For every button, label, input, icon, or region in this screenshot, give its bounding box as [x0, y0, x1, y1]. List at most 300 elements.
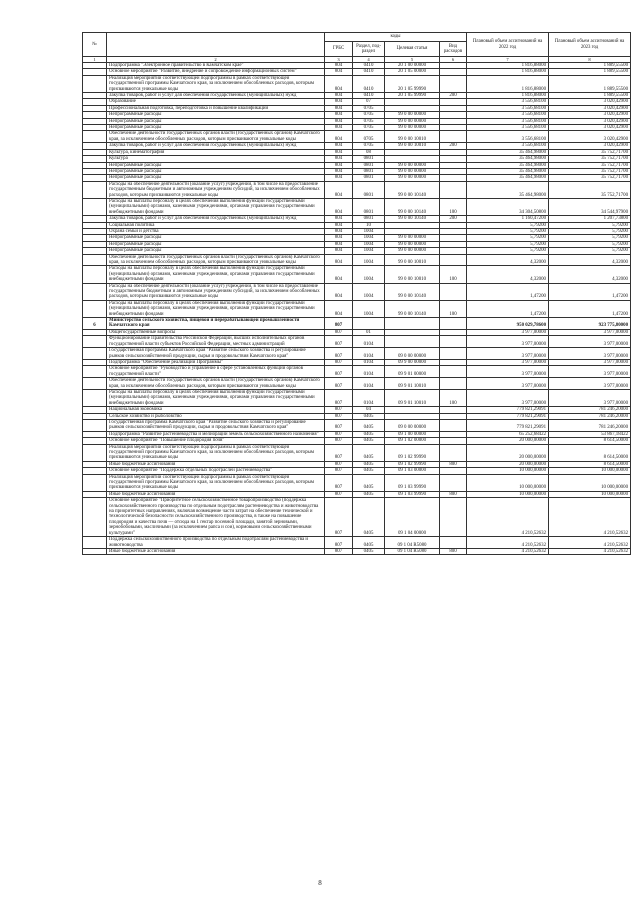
row-razdel: 0405: [353, 444, 385, 461]
row-razdel: 08: [353, 149, 385, 155]
row-amount-2023: 3 020,42900: [549, 112, 631, 118]
row-amount-2023: 35 752,71700: [549, 149, 631, 155]
row-grbs: 804: [325, 118, 353, 124]
row-amount-2022: 1,47200: [467, 283, 549, 300]
row-amount-2022: 3 977,00000: [467, 389, 549, 406]
row-amount-2023: 1 889,55500: [549, 93, 631, 99]
table-row: [83, 300, 631, 317]
row-name: Расходы на выплаты персоналу в целях обеспечения выполнения функций государственными (муниципальными) органами, казенными учреждениями, органами управления государственными внебюджетными фондами: [107, 198, 325, 215]
header-csr: Целевая статья: [385, 42, 440, 57]
row-grbs: 804: [325, 156, 353, 162]
row-amount-2022: 20 000,00000: [467, 461, 549, 467]
row-amount-2023: 3 977,00000: [549, 359, 631, 365]
row-expense-type: [440, 444, 467, 461]
row-razdel: 0801: [353, 175, 385, 181]
row-razdel: 0405: [353, 461, 385, 467]
row-grbs: 807: [325, 366, 353, 378]
colnum: 1: [83, 57, 107, 63]
row-name: Основное мероприятие "Развитие, внедрение и сопровождение информационных систем": [107, 69, 325, 75]
row-target-article: 99 0 00 00000: [385, 168, 440, 174]
header-codes: коды: [325, 33, 467, 42]
row-amount-2023: 4,32000: [549, 254, 631, 266]
row-name: Непрограммные расходы: [107, 125, 325, 131]
row-amount-2023: 35 752,71700: [549, 175, 631, 181]
row-target-article: 20 1 00 00000: [385, 63, 440, 69]
row-razdel: 0801: [353, 198, 385, 215]
row-target-article: 09 9 00 00000: [385, 359, 440, 365]
row-amount-2022: 3 556,68100: [467, 112, 549, 118]
row-grbs: 804: [325, 254, 353, 266]
row-name: Основное мероприятие "Поддержка отдельных подотраслей растениеводства": [107, 468, 325, 474]
row-amount-2022: 1 160,47200: [467, 216, 549, 222]
row-amount-2022: 4,32000: [467, 254, 549, 266]
row-amount-2022: 4 210,52632: [467, 537, 549, 549]
row-number: [83, 336, 107, 348]
row-target-article: 99 0 00 10140: [385, 216, 440, 222]
row-amount-2023: 8 614,50000: [549, 444, 631, 461]
row-amount-2022: 20 000,00000: [467, 438, 549, 444]
row-number: [83, 548, 107, 554]
row-amount-2022: 35 464,98000: [467, 162, 549, 168]
row-target-article: 99 0 00 10140: [385, 283, 440, 300]
table-row: [83, 444, 631, 461]
row-razdel: 0801: [353, 162, 385, 168]
row-amount-2022: 779 821,29091: [467, 407, 549, 413]
row-razdel: 0705: [353, 105, 385, 111]
row-razdel: 0405: [353, 413, 385, 419]
row-grbs: 807: [325, 329, 353, 335]
row-amount-2022: 1 816,88000: [467, 63, 549, 69]
row-grbs: 804: [325, 248, 353, 254]
row-amount-2023: 4 210,52632: [549, 498, 631, 537]
row-razdel: 0705: [353, 143, 385, 149]
row-amount-2022: 35 464,98000: [467, 156, 549, 162]
row-target-article: 99 0 00 10140: [385, 181, 440, 198]
row-amount-2022: 3 556,68100: [467, 143, 549, 149]
table-row: [83, 318, 631, 330]
row-razdel: 0705: [353, 125, 385, 131]
row-number: [83, 75, 107, 92]
table-row: [83, 366, 631, 378]
table-row: [83, 537, 631, 549]
row-target-article: 09 1 03 99990: [385, 474, 440, 491]
document-sheet: [82, 32, 630, 555]
row-target-article: 09 0 00 00000: [385, 348, 440, 360]
row-amount-2022: 4,32000: [467, 266, 549, 283]
row-name: Расходы на выплаты персоналу в целях обеспечения выполнения функций государственными (муниципальными) органами, казенными учреждениями, органами управления государственными внебюджетными фондами: [107, 300, 325, 317]
row-amount-2022: 1 816,88000: [467, 75, 549, 92]
row-expense-type: [440, 75, 467, 92]
row-target-article: 99 0 00 10010: [385, 143, 440, 149]
row-amount-2022: 35 464,98000: [467, 181, 549, 198]
row-name: Непрограммные расходы: [107, 175, 325, 181]
row-amount-2023: 3 977,00000: [549, 336, 631, 348]
row-amount-2022: 3 977,00000: [467, 378, 549, 390]
header-razdel: Раздел, под-раздел: [353, 42, 385, 57]
row-grbs: 807: [325, 431, 353, 437]
colnum: 7: [467, 57, 549, 63]
row-name: Иные бюджетные ассигнования: [107, 548, 325, 554]
row-name: Министерство сельского хозяйства, пищевой и перерабатывающей промышленности Камчатского края: [107, 318, 325, 330]
row-amount-2022: 1,47200: [467, 300, 549, 317]
row-razdel: 1004: [353, 266, 385, 283]
row-expense-type: [440, 283, 467, 300]
row-amount-2023: 1 889,55500: [549, 75, 631, 92]
header-vr: Вид расходов: [440, 42, 467, 57]
row-name: Обеспечение деятельности государственных органов власти (государственных органов) Камчатского края, за исключением обособленных расходов, которым присваиваются уникальные коды: [107, 254, 325, 266]
row-grbs: 804: [325, 105, 353, 111]
row-name: Закупка товаров, работ и услуг для обеспечения государственных (муниципальных) нужд: [107, 216, 325, 222]
row-razdel: 1004: [353, 235, 385, 241]
row-target-article: 20 1 05 00000: [385, 69, 440, 75]
colnum: 6: [440, 57, 467, 63]
row-target-article: 20 1 05 99990: [385, 75, 440, 92]
row-razdel: 0410: [353, 93, 385, 99]
row-grbs: 807: [325, 537, 353, 549]
row-grbs: 804: [325, 69, 353, 75]
row-amount-2023: 35 752,71700: [549, 156, 631, 162]
row-name: Национальная экономика: [107, 407, 325, 413]
row-target-article: 20 1 05 99990: [385, 93, 440, 99]
row-target-article: 09 1 02 99990: [385, 444, 440, 461]
colnum: 4: [353, 57, 385, 63]
table-row: [83, 389, 631, 406]
row-name: Расходы на выплаты персоналу в целях обеспечения выполнения функций государственными (муниципальными) органами, казенными учреждениями, органами управления государственными внебюджетными фондами: [107, 389, 325, 406]
row-amount-2022: 1 816,88000: [467, 93, 549, 99]
row-razdel: 0405: [353, 419, 385, 431]
row-razdel: 0104: [353, 366, 385, 378]
row-amount-2022: 3 556,68100: [467, 131, 549, 143]
row-amount-2023: 781 246,20000: [549, 407, 631, 413]
row-razdel: 0801: [353, 216, 385, 222]
row-target-article: 09 1 02 00000: [385, 438, 440, 444]
row-razdel: 0801: [353, 168, 385, 174]
row-target-article: 99 0 00 00000: [385, 118, 440, 124]
table-row: [83, 419, 631, 431]
row-razdel: 04: [353, 407, 385, 413]
row-razdel: 0705: [353, 131, 385, 143]
row-grbs: 804: [325, 125, 353, 131]
header-2023: Плановый объем ассигнований на 2023 год: [549, 33, 631, 57]
row-amount-2023: 53 867,18422: [549, 431, 631, 437]
row-amount-2022: 10 000,00000: [467, 468, 549, 474]
row-razdel: 1004: [353, 300, 385, 317]
row-amount-2022: 4 210,52632: [467, 498, 549, 537]
row-amount-2023: 781 246,20000: [549, 419, 631, 431]
row-expense-type: 800: [440, 548, 467, 554]
row-name: Охрана семьи и детства: [107, 228, 325, 234]
row-expense-type: 800: [440, 461, 467, 467]
row-grbs: 804: [325, 63, 353, 69]
row-name: Непрограммные расходы: [107, 112, 325, 118]
budget-table: [82, 32, 631, 555]
colnum: 3: [325, 57, 353, 63]
row-number: [83, 444, 107, 461]
row-grbs: 807: [325, 498, 353, 537]
row-number: [83, 366, 107, 378]
row-amount-2023: 923 775,80000: [549, 318, 631, 330]
row-grbs: 804: [325, 112, 353, 118]
row-target-article: 99 0 00 00000: [385, 162, 440, 168]
row-name: Реализация мероприятий соответствующей подпрограммы в рамках соответствующей государственной программы Камчатского края, за исключением обособленных расходов, которым присваиваются уникальные коды: [107, 75, 325, 92]
row-razdel: 1004: [353, 254, 385, 266]
row-razdel: 0104: [353, 336, 385, 348]
row-expense-type: [440, 181, 467, 198]
row-amount-2023: 35 752,71700: [549, 181, 631, 198]
row-razdel: 1004: [353, 241, 385, 247]
table-row: [83, 336, 631, 348]
row-razdel: 0405: [353, 438, 385, 444]
row-name: Иные бюджетные ассигнования: [107, 461, 325, 467]
row-expense-type: [440, 254, 467, 266]
row-target-article: 09 0 00 00000: [385, 419, 440, 431]
row-name: Непрограммные расходы: [107, 118, 325, 124]
row-grbs: 807: [325, 438, 353, 444]
row-razdel: 0405: [353, 474, 385, 491]
row-expense-type: 200: [440, 143, 467, 149]
row-amount-2023: 5,79200: [549, 228, 631, 234]
row-name: Образование: [107, 99, 325, 105]
row-amount-2023: 3 020,42900: [549, 105, 631, 111]
colnum: 8: [549, 57, 631, 63]
row-target-article: 09 1 02 99990: [385, 461, 440, 467]
row-expense-type: 800: [440, 491, 467, 497]
row-grbs: 804: [325, 75, 353, 92]
row-name: Основное мероприятие "Приоритетное сельскохозяйственное товаропроизводство (поддержка сельскохозяйственного производства по отдельным подотраслям растениеводства и животноводства на приоритетных направлениях, включая возмещение части затрат на обеспечение технической и технологической безопасности сельскохозяйственного производства, в также на повышение плодородия и качества почв — отсюда на 1 гектар посевной площади, занятой зерновыми, зернобобовыми, масличными (за исключением рапса и сои), кормовыми сельскохозяйственными культурами": [107, 498, 325, 537]
row-razdel: 0705: [353, 118, 385, 124]
row-name: Расходы на обеспечение деятельности (оказание услуг) учреждений, в том числе на предоставление государственным бюджетным и автономным учреждениям субсидий, за исключением обособленных расходов, которым присваиваются уникальные коды: [107, 181, 325, 198]
row-grbs: 807: [325, 318, 353, 330]
row-amount-2023: 8 614,50000: [549, 438, 631, 444]
row-target-article: 99 0 00 00000: [385, 175, 440, 181]
row-expense-type: [440, 348, 467, 360]
row-grbs: 804: [325, 235, 353, 241]
row-amount-2023: 1 207,73800: [549, 216, 631, 222]
row-amount-2023: 35 752,71700: [549, 162, 631, 168]
row-amount-2023: 34 544,97900: [549, 198, 631, 215]
row-number: [83, 419, 107, 431]
row-grbs: 804: [325, 198, 353, 215]
row-amount-2023: 3 977,00000: [549, 348, 631, 360]
row-number: [83, 348, 107, 360]
row-grbs: 804: [325, 241, 353, 247]
table-row: [83, 378, 631, 390]
row-amount-2023: 8 614,50000: [549, 461, 631, 467]
row-amount-2023: 781 246,20000: [549, 413, 631, 419]
row-expense-type: [440, 318, 467, 330]
row-target-article: 99 0 00 10140: [385, 198, 440, 215]
row-amount-2023: 10 000,00000: [549, 491, 631, 497]
row-name: Культура, кинематография: [107, 149, 325, 155]
row-grbs: 804: [325, 283, 353, 300]
row-grbs: 807: [325, 461, 353, 467]
row-expense-type: [440, 474, 467, 491]
row-target-article: 09 9 01 10010: [385, 389, 440, 406]
row-expense-type: 200: [440, 93, 467, 99]
row-grbs: 807: [325, 468, 353, 474]
row-expense-type: [440, 366, 467, 378]
row-amount-2022: 5,79200: [467, 248, 549, 254]
row-expense-type: [440, 378, 467, 390]
row-razdel: 0104: [353, 378, 385, 390]
row-grbs: 804: [325, 99, 353, 105]
row-amount-2023: 1,47200: [549, 300, 631, 317]
row-amount-2022: 34 304,50800: [467, 198, 549, 215]
row-amount-2023: 3 020,42900: [549, 143, 631, 149]
row-amount-2022: 20 000,00000: [467, 444, 549, 461]
row-target-article: 99 0 00 00000: [385, 125, 440, 131]
row-amount-2022: 10 000,00000: [467, 474, 549, 491]
row-amount-2022: 3 977,00000: [467, 348, 549, 360]
row-razdel: 10: [353, 222, 385, 228]
row-expense-type: 200: [440, 216, 467, 222]
row-amount-2022: 950 029,78600: [467, 318, 549, 330]
table-body: [83, 63, 631, 555]
row-name: Обеспечение деятельности государственных органов власти (государственных органов) Камчатского края, за исключением обособленных расходов, которым присваиваются уникальные коды: [107, 378, 325, 390]
row-name: Реализация мероприятий соответствующей подпрограммы в рамках соответствующей государственной программы Камчатского края, за исключением обособленных расходов, которым присваиваются уникальные коды: [107, 474, 325, 491]
row-grbs: 804: [325, 266, 353, 283]
row-expense-type: 100: [440, 389, 467, 406]
row-expense-type: [440, 131, 467, 143]
row-grbs: 807: [325, 389, 353, 406]
row-number: [83, 498, 107, 537]
row-target-article: 99 0 00 00000: [385, 241, 440, 247]
row-number: [83, 474, 107, 491]
row-amount-2022: 3 977,00000: [467, 366, 549, 378]
row-razdel: 0801: [353, 156, 385, 162]
row-name: Государственная программа Камчатского края "Развитие сельского хозяйства и регулирование рынков сельскохозяйственной продукции, сырья и продовольствия Камчатского края": [107, 419, 325, 431]
row-amount-2022: 779 821,29091: [467, 413, 549, 419]
row-name: Обеспечение деятельности государственных органов власти (государственных органов) Камчатского края, за исключением обособленных расходов, которым присваиваются уникальные коды: [107, 131, 325, 143]
row-grbs: 804: [325, 162, 353, 168]
row-target-article: 99 0 00 10010: [385, 266, 440, 283]
row-amount-2022: 5,79200: [467, 241, 549, 247]
row-name: Поддержка сельскохозяйственного производства по отдельным подотраслям растениеводства и животноводства: [107, 537, 325, 549]
row-number: [83, 131, 107, 143]
row-target-article: 99 0 00 10140: [385, 300, 440, 317]
row-grbs: 807: [325, 378, 353, 390]
row-razdel: 0410: [353, 69, 385, 75]
row-razdel: [353, 318, 385, 330]
row-target-article: 09 9 01 10010: [385, 378, 440, 390]
row-grbs: 807: [325, 359, 353, 365]
row-name: Основное мероприятие "Руководство и управление в сфере установленных функций органов государственной власти": [107, 366, 325, 378]
row-amount-2023: 1,47200: [549, 283, 631, 300]
row-razdel: 0405: [353, 498, 385, 537]
row-target-article: 09 1 04 R5080: [385, 548, 440, 554]
row-target-article: 99 0 00 10010: [385, 254, 440, 266]
row-razdel: 0405: [353, 537, 385, 549]
row-amount-2023: 5,79200: [549, 241, 631, 247]
row-amount-2023: 3 977,00000: [549, 378, 631, 390]
row-target-article: [385, 318, 440, 330]
row-target-article: 09 1 03 00000: [385, 468, 440, 474]
row-name: Общегосударственные вопросы: [107, 329, 325, 335]
table-row: [83, 474, 631, 491]
row-name: Подпрограмма "Электронное правительство в Камчатском крае": [107, 63, 325, 69]
row-name: Непрограммные расходы: [107, 168, 325, 174]
row-name: Иные бюджетные ассигнования: [107, 491, 325, 497]
row-name: Функционирование Правительства Российской Федерации, высших исполнительных органов государственной власти субъектов Российской Федерации, местных администраций: [107, 336, 325, 348]
row-amount-2023: 10 000,00000: [549, 468, 631, 474]
row-number: [83, 254, 107, 266]
header-grbs: ГРБС: [325, 42, 353, 57]
row-amount-2022: 5,79200: [467, 235, 549, 241]
colnum: 5: [385, 57, 440, 63]
row-name: Государственная программа Камчатского края "Развитие сельского хозяйства и регулирование рынков сельскохозяйственной продукции, сырья и продовольствия Камчатского края": [107, 348, 325, 360]
row-name: Подпрограмма "Развитие растениеводства и мелиорации земель сельскохозяйственного назначения": [107, 431, 325, 437]
table-row: [83, 254, 631, 266]
row-amount-2022: 35 464,98000: [467, 175, 549, 181]
row-expense-type: 100: [440, 300, 467, 317]
row-number: [83, 181, 107, 198]
row-name: Непрограммные расходы: [107, 162, 325, 168]
row-number: 6: [83, 318, 107, 330]
row-number: [83, 537, 107, 549]
table-row: [83, 198, 631, 215]
row-amount-2022: 35 464,98000: [467, 149, 549, 155]
row-amount-2023: 4 210,52632: [549, 537, 631, 549]
row-grbs: 804: [325, 228, 353, 234]
row-expense-type: [440, 498, 467, 537]
table-row: [83, 548, 631, 554]
row-number: [83, 389, 107, 406]
row-amount-2022: 10 000,00000: [467, 491, 549, 497]
row-amount-2023: 3 020,42900: [549, 125, 631, 131]
row-expense-type: 100: [440, 198, 467, 215]
row-expense-type: [440, 419, 467, 431]
row-grbs: 804: [325, 143, 353, 149]
row-target-article: 99 0 00 00000: [385, 112, 440, 118]
row-grbs: 807: [325, 407, 353, 413]
row-name: Подпрограмма "Обеспечение реализации Программы": [107, 359, 325, 365]
row-grbs: 804: [325, 216, 353, 222]
row-amount-2022: 4 210,52632: [467, 548, 549, 554]
row-amount-2022: 3 556,68100: [467, 118, 549, 124]
row-name: Закупка товаров, работ и услуг для обеспечения государственных (муниципальных) нужд: [107, 143, 325, 149]
row-number: [83, 266, 107, 283]
row-grbs: 804: [325, 181, 353, 198]
row-amount-2022: 3 556,68100: [467, 105, 549, 111]
row-amount-2023: 3 977,00000: [549, 329, 631, 335]
row-amount-2023: 4 210,52632: [549, 548, 631, 554]
row-amount-2022: 3 977,00000: [467, 359, 549, 365]
row-amount-2023: 5,79200: [549, 248, 631, 254]
row-grbs: 804: [325, 222, 353, 228]
row-razdel: 1004: [353, 228, 385, 234]
row-razdel: 0410: [353, 75, 385, 92]
row-amount-2023: 3 020,42900: [549, 99, 631, 105]
row-razdel: 0410: [353, 63, 385, 69]
row-expense-type: [440, 537, 467, 549]
row-number: [83, 283, 107, 300]
row-amount-2023: 3 020,42900: [549, 118, 631, 124]
row-amount-2023: 1 889,55500: [549, 63, 631, 69]
row-amount-2022: 3 977,00000: [467, 329, 549, 335]
row-amount-2022: 3 556,68100: [467, 99, 549, 105]
row-amount-2022: 1 816,88000: [467, 69, 549, 75]
table-row: [83, 348, 631, 360]
row-amount-2022: 5,79200: [467, 228, 549, 234]
row-amount-2022: 65 252,68422: [467, 431, 549, 437]
row-grbs: 807: [325, 348, 353, 360]
row-target-article: 99 0 00 00000: [385, 248, 440, 254]
row-razdel: 1004: [353, 248, 385, 254]
row-amount-2023: 1 889,55500: [549, 69, 631, 75]
row-razdel: 1004: [353, 283, 385, 300]
row-amount-2023: 10 000,00000: [549, 474, 631, 491]
table-row: [83, 181, 631, 198]
